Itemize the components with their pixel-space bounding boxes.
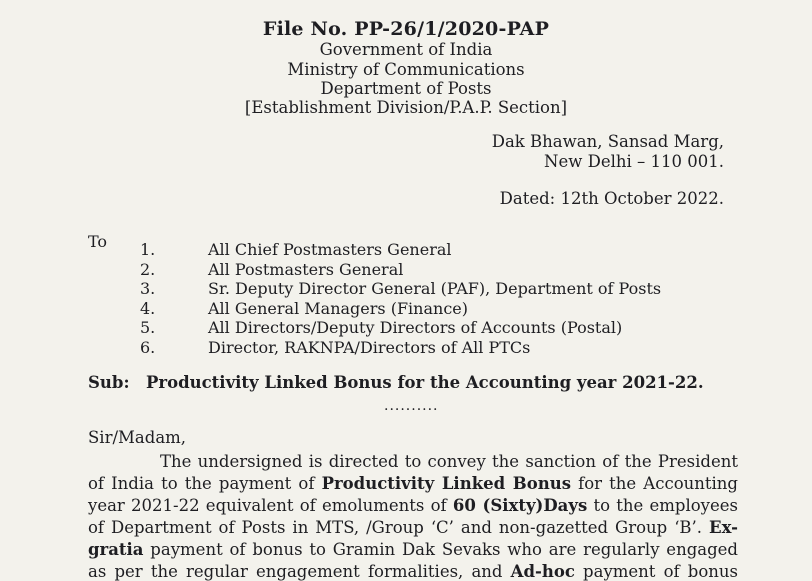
list-item-text: All Chief Postmasters General bbox=[208, 240, 452, 259]
ad-hoc-bold: Ad-hoc bbox=[510, 562, 575, 581]
subject-label: Sub: bbox=[88, 373, 130, 392]
list-item-number: 1. bbox=[140, 240, 156, 259]
date-line: Dated: 12th October 2022. bbox=[499, 189, 724, 208]
to-label: To bbox=[88, 232, 108, 251]
address-line-2: New Delhi – 110 001. bbox=[544, 152, 724, 171]
body-line-3 bbox=[88, 496, 738, 515]
body-text: for the Accounting bbox=[571, 474, 738, 493]
list-item-number: 5. bbox=[140, 318, 156, 337]
days-bold: 60 (Sixty)Days bbox=[452, 496, 588, 515]
body-text: payment of bonus bbox=[574, 562, 739, 581]
header-division: [Establishment Division/P.A.P. Section] bbox=[244, 98, 568, 117]
body-text: The undersigned is directed to convey the sanction of the President bbox=[160, 452, 738, 471]
list-item-number: 3. bbox=[140, 279, 156, 298]
header-government: Government of India bbox=[319, 40, 493, 59]
bonus-name-bold: Productivity Linked Bonus bbox=[321, 474, 572, 493]
file-number: File No. PP-26/1/2020-PAP bbox=[262, 18, 550, 40]
header-ministry: Ministry of Communications bbox=[287, 60, 525, 79]
list-item-text: All General Managers (Finance) bbox=[208, 298, 468, 318]
body-line-2 bbox=[88, 474, 738, 493]
body-text: of India to the payment of bbox=[88, 474, 322, 493]
body-text: year 2021-22 equivalent of emoluments of bbox=[88, 496, 453, 515]
gratia-bold: gratia bbox=[88, 540, 144, 559]
header-department: Department of Posts bbox=[320, 79, 492, 98]
body-text: as per the regular engagement formalities, and bbox=[88, 562, 511, 581]
body-text: payment of bonus to Gramin Dak Sevaks who are regularly engaged bbox=[143, 540, 738, 559]
ex-gratia-bold: Ex- bbox=[709, 518, 738, 537]
list-item-number: 6. bbox=[140, 337, 156, 357]
address-line-1: Dak Bhawan, Sansad Marg, bbox=[491, 132, 724, 151]
subject-line bbox=[88, 373, 704, 392]
list-item-number: 4. bbox=[140, 298, 156, 318]
separator-dots: .......... bbox=[384, 398, 439, 414]
body-line-5 bbox=[88, 540, 738, 559]
body-text: of Department of Posts in MTS, /Group ‘C’ and non-gazetted Group ‘B’. bbox=[88, 518, 710, 537]
body-text: to the employees bbox=[587, 496, 738, 515]
list-item-number: 2. bbox=[140, 259, 156, 279]
subject-text: Productivity Linked Bonus for the Accounting year 2021-22. bbox=[146, 373, 704, 392]
body-line-4 bbox=[88, 518, 738, 537]
body-line-1 bbox=[160, 452, 738, 471]
list-item-text: Director, RAKNPA/Directors of All PTCs bbox=[208, 337, 531, 357]
salutation: Sir/Madam, bbox=[88, 428, 187, 447]
list-item-text: All Postmasters General bbox=[208, 259, 404, 279]
body-line-6 bbox=[88, 562, 738, 581]
list-item-text: All Directors/Deputy Directors of Accounts (Postal) bbox=[208, 318, 623, 337]
list-item-text: Sr. Deputy Director General (PAF), Department of Posts bbox=[208, 279, 662, 298]
